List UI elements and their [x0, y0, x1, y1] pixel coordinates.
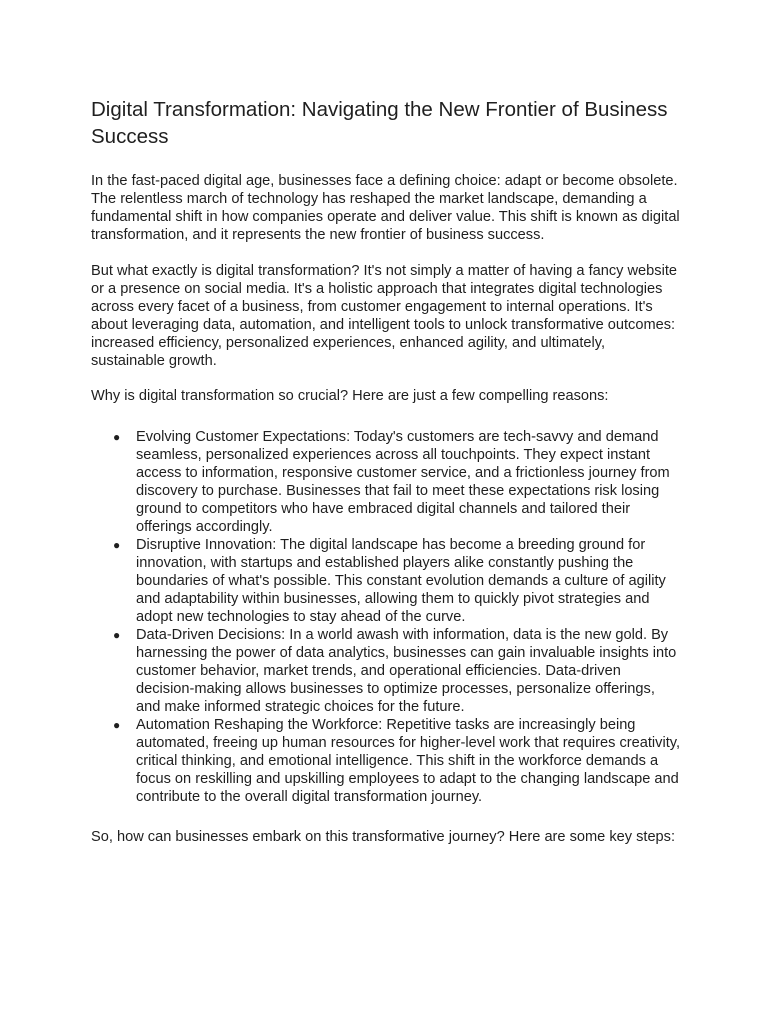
bullet-icon: ● [113, 430, 121, 444]
bullet-icon: ● [113, 718, 121, 732]
list-item-text: Evolving Customer Expectations: Today's customers are tech-savvy and demand seamless, personalized experiences across all touchpoints. They expect instant access to information, responsive customer service, and a frictionless journey from discovery to purchase. Businesses that fail to meet these expectations risk losing ground to competitors who have embraced digital channels and tailored their offerings accordingly. [136, 429, 670, 535]
list-item [91, 428, 681, 536]
list-item-text: Disruptive Innovation: The digital landscape has become a breeding ground for innovation, with startups and established players alike constantly pushing the boundaries of what's possible. This constant evolution demands a culture of agility and adaptability within businesses, allowing them to quickly pivot strategies and adopt new technologies to stay ahead of the curve. [136, 537, 666, 625]
definition-paragraph: But what exactly is digital transformation? It's not simply a matter of having a fancy website or a presence on social media. It's a holistic approach that integrates digital technologies across every facet of a business, from customer engagement to internal operations. It's about leveraging data, automation, and intelligent tools to unlock transformative outcomes: increased efficiency, personalized experiences, enhanced agility, and ultimately, sustainable growth. [91, 263, 677, 369]
list-item-text: Automation Reshaping the Workforce: Repetitive tasks are increasingly being automated, freeing up human resources for higher-level work that requires creativity, critical thinking, and emotional intelligence. This shift in the workforce demands a focus on reskilling and upskilling employees to adapt to the changing landscape and contribute to the overall digital transformation journey. [136, 717, 681, 805]
document-page [91, 96, 681, 846]
list-item [91, 626, 681, 716]
list-item [91, 536, 681, 626]
bullet-icon: ● [113, 628, 121, 642]
reasons-intro-paragraph: Why is digital transformation so crucial? Here are just a few compelling reasons: [91, 388, 609, 404]
list-item [91, 716, 681, 806]
reasons-list [91, 428, 681, 806]
intro-paragraph: In the fast-paced digital age, businesses face a defining choice: adapt or become obsolete. The relentless march of technology has reshaped the market landscape, demanding a fundamental shift in how companies operate and deliver value. This shift is known as digital transformation, and it represents the new frontier of business success. [91, 173, 680, 243]
document-title: Digital Transformation: Navigating the New Frontier of Business Success [91, 98, 668, 148]
list-item-text: Data-Driven Decisions: In a world awash with information, data is the new gold. By harnessing the power of data analytics, businesses can gain invaluable insights into customer behavior, market trends, and operational efficiencies. Data-driven decision-making allows businesses to optimize processes, personalize offerings, and make informed strategic choices for the future. [136, 627, 677, 715]
bullet-icon: ● [113, 538, 121, 552]
closing-paragraph: So, how can businesses embark on this transformative journey? Here are some key steps: [91, 829, 676, 845]
